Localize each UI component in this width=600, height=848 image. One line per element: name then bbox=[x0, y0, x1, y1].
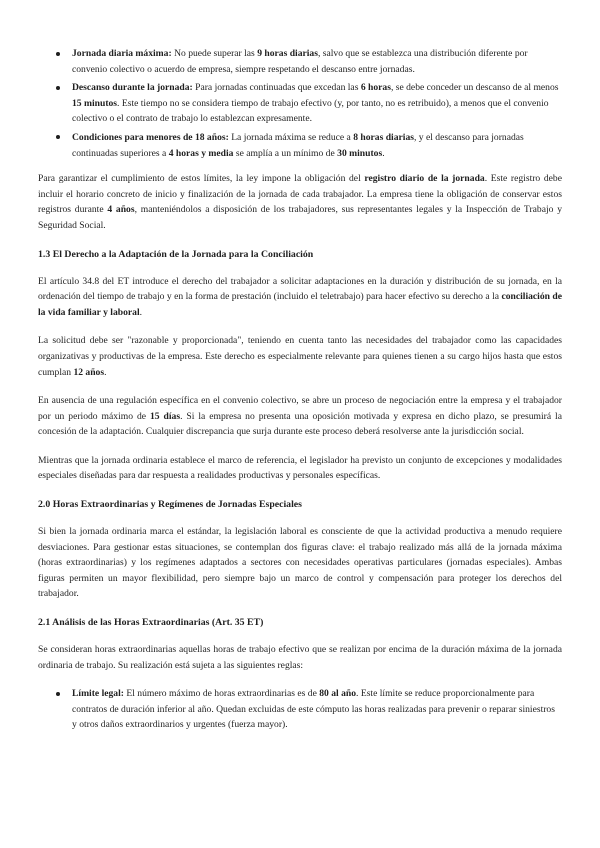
bullet-menores-18: Condiciones para menores de 18 años: La jornada máxima se reduce a 8 horas diarias, y el descanso para jornadas continuadas superiores a 4 horas y media se amplía a un mínimo de 30 minutos. bbox=[38, 130, 562, 161]
bullet-label: Límite legal: bbox=[72, 688, 124, 700]
heading-1-3: 1.3 El Derecho a la Adaptación de la Jornada para la Conciliación bbox=[38, 248, 314, 260]
paragraph-mientras: Mientras que la jornada ordinaria establece el marco de referencia, el legislador ha previsto un conjunto de excepciones y modalidades especiales diseñadas para dar respuesta a realidades productivas y personales específicas. bbox=[38, 454, 562, 482]
paragraph-articulo-34-8: El artículo 34.8 del ET introduce el derecho del trabajador a solicitar adaptaciones en la duración y distribución de su jornada, en la ordenación del tiempo de trabajo y en la forma de prestación (incluido el teletrabajo) para hacer efectivo su derecho a la conciliación de la vida familiar y laboral. bbox=[38, 275, 562, 318]
paragraph-registro-jornada: Para garantizar el cumplimiento de estos límites, la ley impone la obligación del registro diario de la jornada. Este registro debe incluir el horario concreto de inicio y finalización de la jornada de cada trabajador. La empresa tiene la obligación de conservar estos registros durante 4 años, manteniéndolos a disposición de los trabajadores, sus representantes legales y la Inspección de Trabajo y Seguridad Social. bbox=[38, 173, 562, 231]
bullet-label: Condiciones para menores de 18 años: bbox=[72, 131, 229, 143]
bullet-label: Jornada diaria máxima: bbox=[72, 48, 172, 59]
bullet-limite-legal: Límite legal: El número máximo de horas extraordinarias es de 80 al año. Este límite se reduce proporcionalmente para contratos de duración inferior al año. Quedan excluidas de este cómputo las horas realizadas para prevenir o reparar siniestros y otros daños extraordinarios y urgentes (fuerza mayor). bbox=[38, 686, 562, 733]
bullet-list-jornada bbox=[38, 46, 562, 161]
bullet-list-horas-extra bbox=[38, 686, 562, 733]
heading-2-1: 2.1 Análisis de las Horas Extraordinarias (Art. 35 ET) bbox=[38, 617, 264, 629]
paragraph-solicitud: La solicitud debe ser "razonable y proporcionada", teniendo en cuenta tanto las necesidades del trabajador como las capacidades organizativas y productivas de la empresa. Este derecho es especialmente relevante para quienes tienen a su cargo hijos hasta que estos cumplan 12 años. bbox=[38, 335, 562, 378]
paragraph-si-bien: Si bien la jornada ordinaria marca el estándar, la legislación laboral es consciente de que la actividad productiva a menudo requiere desviaciones. Para gestionar estas situaciones, se contemplan dos figuras clave: el trabajo realizado más allá de la jornada máxima (horas extraordinarias) y los regímenes adaptados a sectores con necesidades operativas particulares (jornadas especiales). Ambas figuras permiten un mayor flexibilidad, pero siempre bajo un marco de control y compensación para proteger los derechos del trabajador. bbox=[38, 526, 562, 600]
paragraph-se-consideran: Se consideran horas extraordinarias aquellas horas de trabajo efectivo que se realizan por encima de la duración máxima de la jornada ordinaria de trabajo. Su realización está sujeta a las siguientes reglas: bbox=[38, 644, 562, 671]
bullet-descanso-jornada: Descanso durante la jornada: Para jornadas continuadas que excedan las 6 horas, se debe conceder un descanso de al menos 15 minutos. Este tiempo no se considera tiempo de trabajo efectivo (y, por tanto, no es retribuido), a menos que el convenio colectivo o el contrato de trabajo lo establezcan expresamente. bbox=[38, 80, 562, 127]
heading-2-0: 2.0 Horas Extraordinarias y Regímenes de Jornadas Especiales bbox=[38, 499, 302, 511]
paragraph-ausencia-regulacion: En ausencia de una regulación específica en el convenio colectivo, se abre un proceso de negociación entre la empresa y el trabajador por un periodo máximo de 15 días. Si la empresa no presenta una oposición motivada y expresa en dicho plazo, se presumirá la concesión de la adaptación. Cualquier discrepancia que surja durante este proceso deberá resolverse ante la jurisdicción social. bbox=[38, 395, 562, 438]
bullet-jornada-diaria-maxima: Jornada diaria máxima: No puede superar las 9 horas diarias, salvo que se establezca una distribución diferente por convenio colectivo o acuerdo de empresa, siempre respetando el descanso entre jornadas. bbox=[38, 46, 562, 77]
bullet-label: Descanso durante la jornada: bbox=[72, 82, 193, 94]
